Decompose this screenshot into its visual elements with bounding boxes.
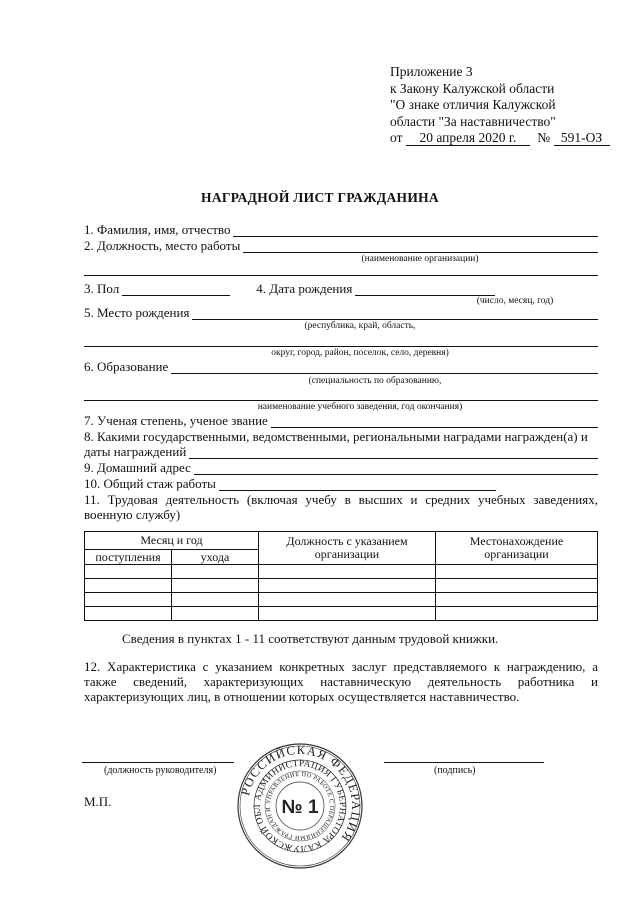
th-end: ухода <box>172 550 259 565</box>
table-cell[interactable] <box>259 593 436 607</box>
field-position-label: 2. Должность, место работы <box>84 238 241 253</box>
field-position-line[interactable] <box>243 241 598 253</box>
seal-inner-text: АДМИНИСТРАЦИЯ ГУБЕРНАТОРА КАЛУЖСКОЙ ОБЛ <box>252 758 348 854</box>
hint-organization: (наименование организации) <box>361 254 479 264</box>
field-experience <box>84 476 496 491</box>
field-full-name <box>84 222 598 237</box>
table-row <box>85 565 598 579</box>
th-position: Должность с указанием организации <box>259 532 436 565</box>
appendix-date-line <box>390 130 610 147</box>
table-cell[interactable] <box>85 565 172 579</box>
law-number: 591-ОЗ <box>554 131 610 146</box>
table-row <box>85 579 598 593</box>
signature-label: (подпись) <box>434 765 476 776</box>
field-birthplace-line[interactable] <box>192 308 598 320</box>
seal-outer-text: РОССИЙСКАЯ ФЕДЕРАЦИЯ <box>238 742 364 845</box>
hint-birthplace-1: (республика, край, область, <box>304 321 416 331</box>
head-position-label: (должность руководителя) <box>104 765 217 776</box>
table-row <box>85 593 598 607</box>
table-cell[interactable] <box>172 593 259 607</box>
appendix-line-3: "О знаке отличия Калужской <box>390 97 556 112</box>
table-cell[interactable] <box>259 579 436 593</box>
field-education-line-2[interactable] <box>84 400 598 401</box>
table-cell[interactable] <box>172 579 259 593</box>
field-degree <box>84 413 598 428</box>
field-address-label: 9. Домашний адрес <box>84 460 191 475</box>
table-cell[interactable] <box>436 565 598 579</box>
field-position <box>84 238 598 253</box>
number-label: № <box>537 130 551 145</box>
field-position-line-2[interactable] <box>84 275 598 276</box>
field-birthplace-line-2[interactable] <box>84 346 598 347</box>
field-full-name-line[interactable] <box>233 225 598 237</box>
work-history-table <box>84 531 598 621</box>
field-awards-label-1: 8. Какими государственными, ведомственными, региональными наградами награжден(а) и <box>84 429 588 444</box>
field-education <box>84 359 598 374</box>
field-experience-label: 10. Общий стаж работы <box>84 476 216 491</box>
field-awards-label-2: даты награждений <box>84 444 187 459</box>
field-education-label: 6. Образование <box>84 359 169 374</box>
field-birthplace-label: 5. Место рождения <box>84 305 190 320</box>
table-cell[interactable] <box>436 579 598 593</box>
appendix-line-1: Приложение 3 <box>390 64 473 79</box>
field-sex-birth <box>84 281 598 296</box>
appendix-line-4: области "За наставничество" <box>390 113 556 129</box>
field-degree-line[interactable] <box>271 416 598 428</box>
appendix-line-2: к Закону Калужской области <box>390 80 555 96</box>
field-experience-line[interactable] <box>219 479 496 491</box>
table-cell[interactable] <box>172 565 259 579</box>
table-cell[interactable] <box>259 565 436 579</box>
seal-number: № 1 <box>281 797 319 818</box>
th-month-year: Месяц и год <box>85 532 259 550</box>
hint-birthdate: (число, месяц, год) <box>476 296 554 306</box>
table-cell[interactable] <box>436 607 598 621</box>
field-address-line[interactable] <box>194 463 598 475</box>
field-degree-label: 7. Ученая степень, ученое звание <box>84 413 268 428</box>
th-location: Местонахождение организации <box>436 532 598 565</box>
appendix-block <box>390 64 610 147</box>
seal-innermost-text: УПРАВЛЕНИЕ ПО РАБОТЕ С ОБРАЩЕНИЯМИ ГРАЖДАН И <box>264 770 336 842</box>
from-label: от <box>390 130 403 145</box>
field-awards <box>84 444 598 459</box>
table-cell[interactable] <box>259 607 436 621</box>
law-date: 20 апреля 2020 г. <box>406 131 530 146</box>
official-seal <box>236 742 364 870</box>
table-row <box>85 607 598 621</box>
field-address <box>84 460 598 475</box>
field-work-history-label: 11. Трудовая деятельность (включая учебу в высших и средних учебных заведениях, военную службу) <box>84 492 598 522</box>
field-sex-label: 3. Пол <box>84 281 120 296</box>
hint-education-1: (специальность по образованию, <box>308 376 442 386</box>
field-characteristic-label: 12. Характеристика с указанием конкретных заслуг представляемого к награждению, а также сведений, характеризующих наставническую деятельность работника и характеризующих лиц, в отношении которых осуществляется наставничество. <box>84 659 598 704</box>
head-position-line[interactable] <box>82 762 234 763</box>
signature-line[interactable] <box>384 762 544 763</box>
seal-icon <box>236 742 364 870</box>
hint-birthplace-2: округ, город, район, поселок, село, деревня) <box>271 348 449 358</box>
th-start: поступления <box>85 550 172 565</box>
table-cell[interactable] <box>85 579 172 593</box>
page-title: НАГРАДНОЙ ЛИСТ ГРАЖДАНИНА <box>201 190 439 205</box>
field-birthdate-line[interactable] <box>355 284 495 296</box>
field-birthdate-label: 4. Дата рождения <box>256 281 353 296</box>
table-cell[interactable] <box>85 607 172 621</box>
field-full-name-label: 1. Фамилия, имя, отчество <box>84 222 231 237</box>
table-cell[interactable] <box>172 607 259 621</box>
field-sex-line[interactable] <box>122 284 230 296</box>
seal-place-label: М.П. <box>84 794 112 809</box>
table-cell[interactable] <box>436 593 598 607</box>
field-birthplace <box>84 305 598 320</box>
field-awards-line[interactable] <box>189 447 598 459</box>
hint-education-2: наименование учебного заведения, год окончания) <box>257 402 463 412</box>
employment-record-note: Сведения в пунктах 1 - 11 соответствуют данным трудовой книжки. <box>122 631 499 646</box>
table-cell[interactable] <box>85 593 172 607</box>
field-education-line[interactable] <box>171 362 598 374</box>
